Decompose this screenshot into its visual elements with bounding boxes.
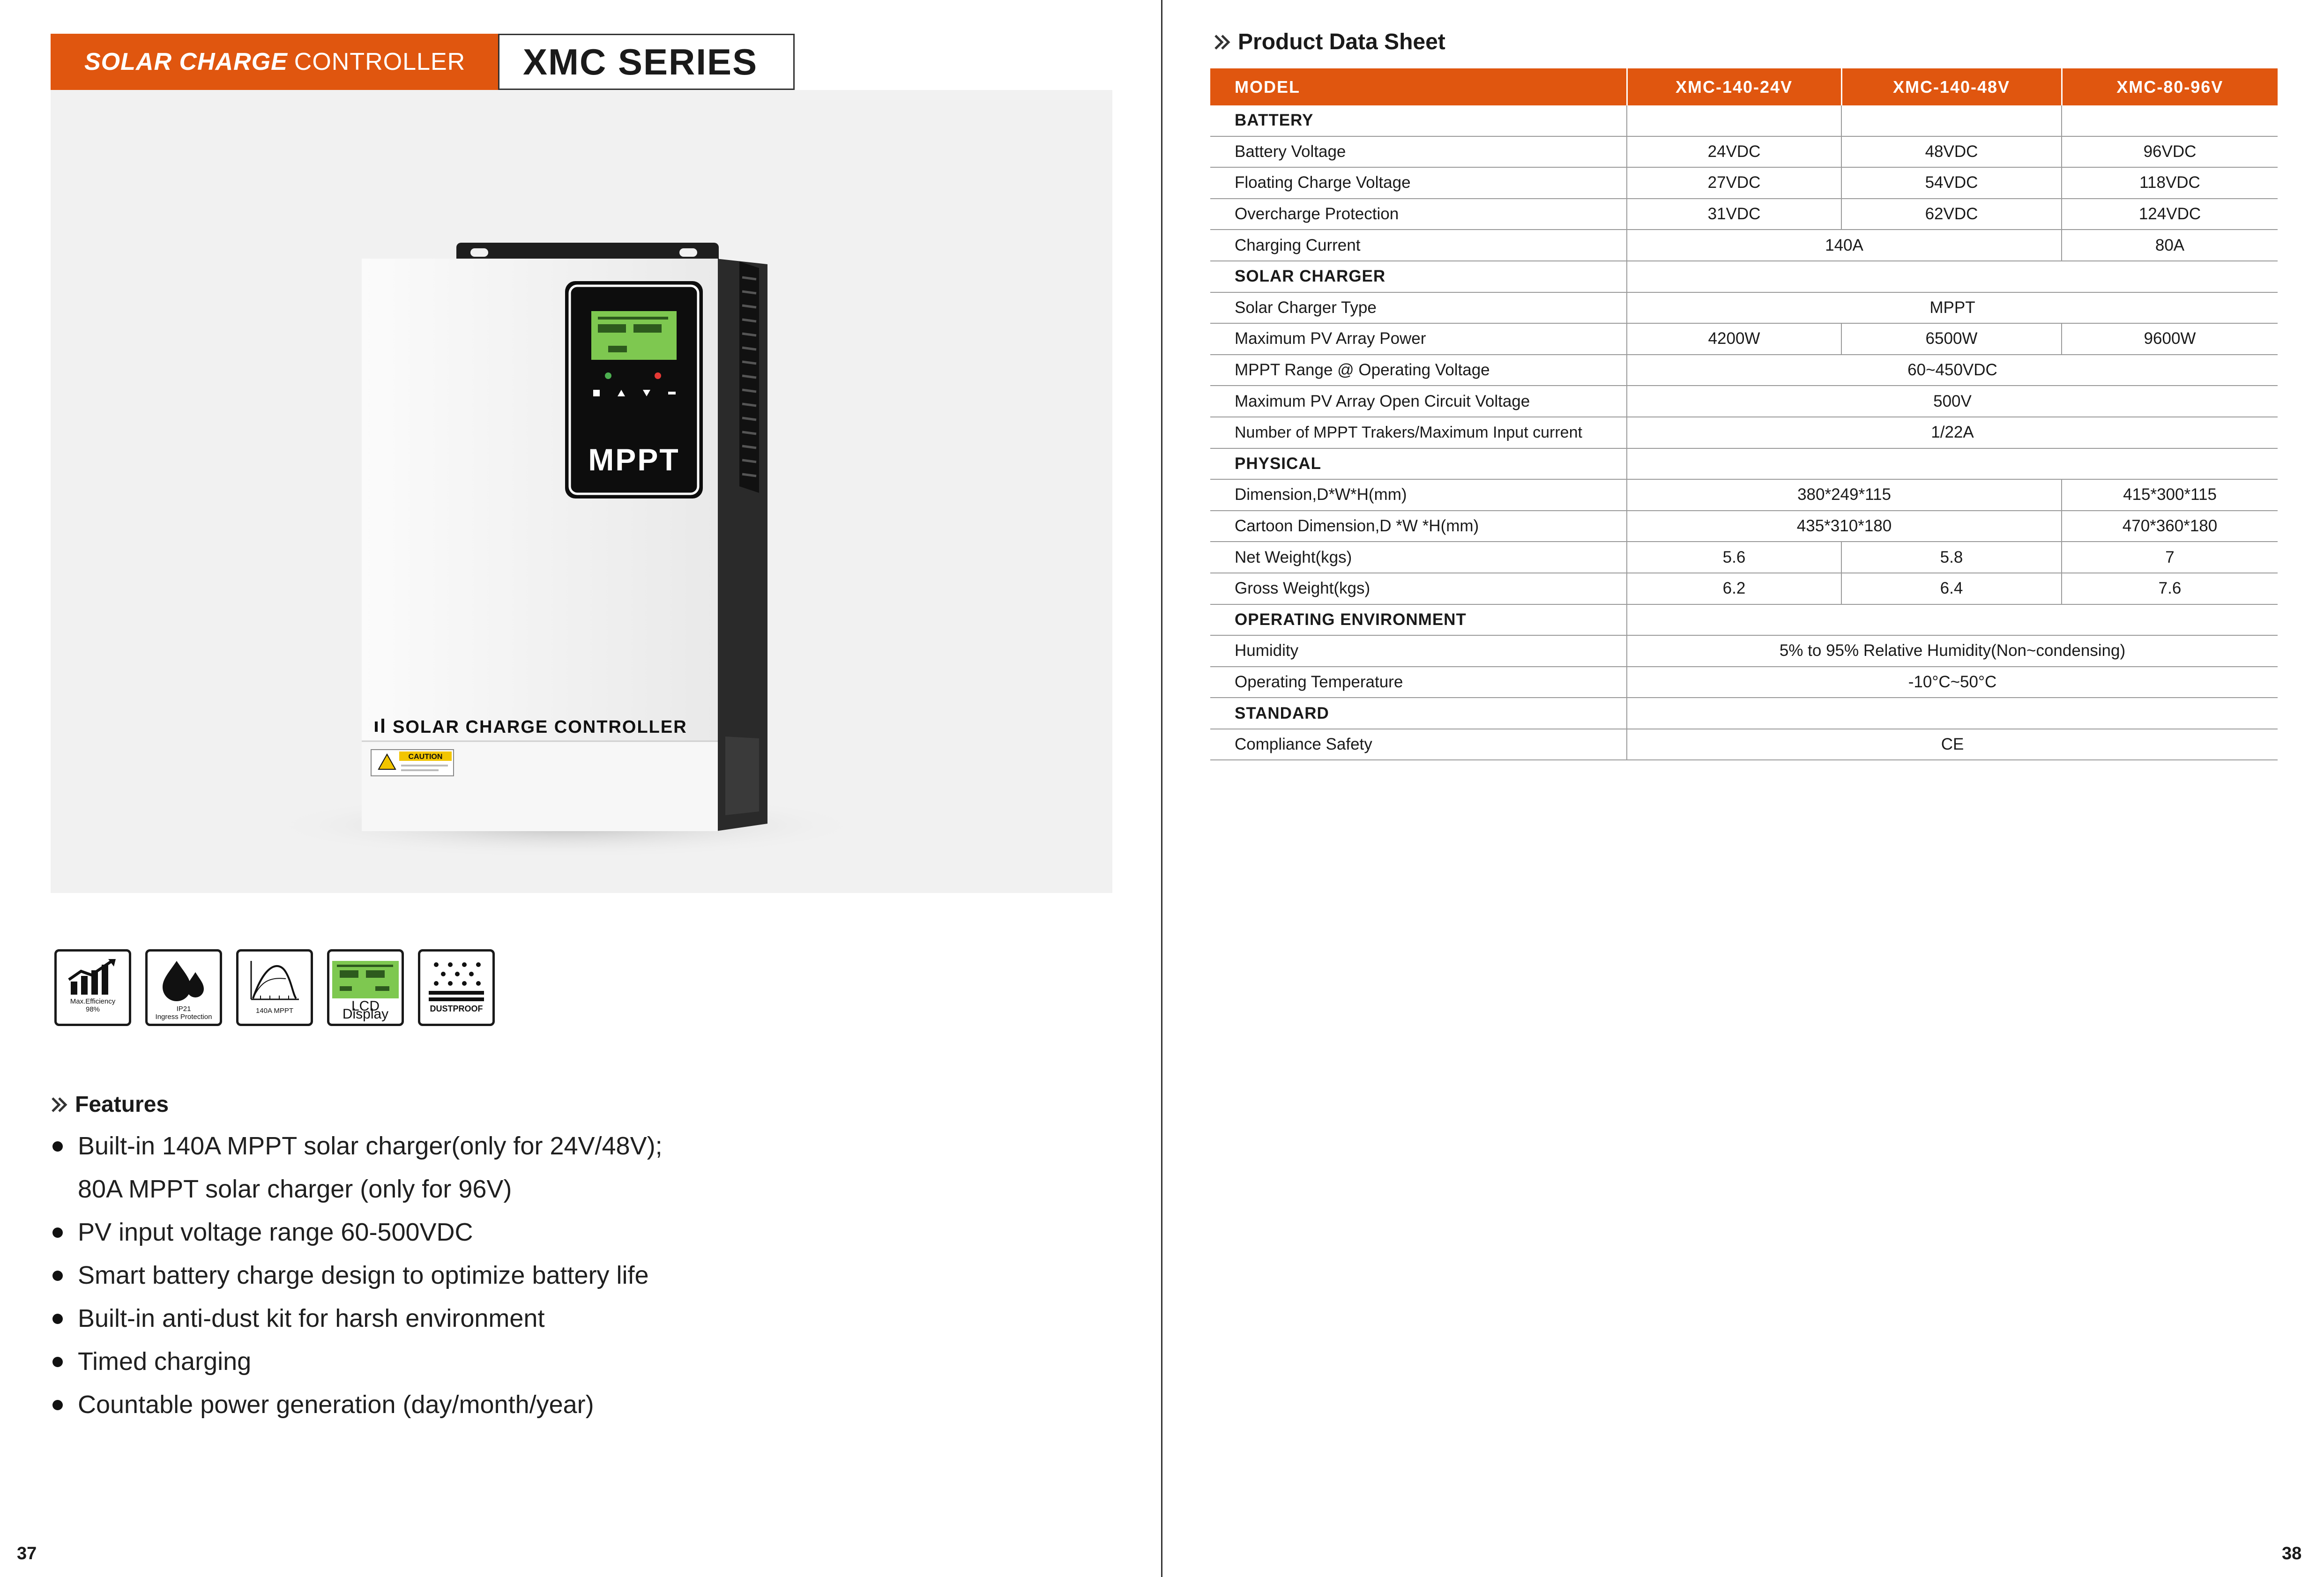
cell: 435*310*180 xyxy=(1627,511,2062,542)
row-label: Maximum PV Array Power xyxy=(1210,323,1627,355)
section-physical: PHYSICAL xyxy=(1210,448,1627,480)
feature-item: Built-in anti-dust kit for harsh environment xyxy=(51,1297,941,1340)
row-label: Humidity xyxy=(1210,635,1627,667)
datasheet-table xyxy=(1210,68,2278,760)
lcd-display-icon xyxy=(327,949,404,1026)
cell: 31VDC xyxy=(1627,199,1841,230)
ip21-caption-2: Ingress Protection xyxy=(155,1013,212,1021)
row-label: Charging Current xyxy=(1210,230,1627,261)
features-title: Features xyxy=(75,1092,169,1117)
table-row xyxy=(1210,542,2278,573)
series-title: XMC SERIES xyxy=(498,34,795,90)
cell: 118VDC xyxy=(2062,167,2278,199)
feature-item: Countable power generation (day/month/year) xyxy=(51,1383,941,1426)
section-battery: BATTERY xyxy=(1210,105,1627,136)
row-label: Maximum PV Array Open Circuit Voltage xyxy=(1210,386,1627,417)
section-row xyxy=(1210,448,2278,480)
double-chevron-icon xyxy=(51,1095,75,1114)
cell: 6500W xyxy=(1841,323,2062,355)
table-row xyxy=(1210,417,2278,448)
table-row xyxy=(1210,199,2278,230)
row-label: Operating Temperature xyxy=(1210,667,1627,698)
row-label: Cartoon Dimension,D *W *H(mm) xyxy=(1210,511,1627,542)
table-row xyxy=(1210,573,2278,604)
cell: 62VDC xyxy=(1841,199,2062,230)
title-regular: CONTROLLER xyxy=(294,48,466,75)
table-row xyxy=(1210,136,2278,168)
device-front-label: SOLAR CHARGE CONTROLLER xyxy=(393,717,687,737)
mppt-caption: 140A MPPT xyxy=(255,1007,294,1015)
table-header-row xyxy=(1210,68,2278,105)
feature-item-continued: 80A MPPT solar charger (only for 96V) xyxy=(78,1175,512,1203)
table-row xyxy=(1210,729,2278,760)
page-divider xyxy=(1161,0,1162,1577)
table-row xyxy=(1210,292,2278,324)
product-photo xyxy=(51,90,1112,893)
section-row xyxy=(1210,261,2278,292)
section-operating-environment: OPERATING ENVIRONMENT xyxy=(1210,604,1627,636)
cell: 7 xyxy=(2062,542,2278,573)
cell: 6.4 xyxy=(1841,573,2062,604)
cell: 80A xyxy=(2062,230,2278,261)
cell: -10°C~50°C xyxy=(1627,667,2278,698)
table-row xyxy=(1210,667,2278,698)
cell: 4200W xyxy=(1627,323,1841,355)
cell: 24VDC xyxy=(1627,136,1841,168)
cell: 96VDC xyxy=(2062,136,2278,168)
cell: 124VDC xyxy=(2062,199,2278,230)
page-number-left: 37 xyxy=(17,1544,37,1563)
efficiency-caption-1: Max.Efficiency xyxy=(70,997,116,1005)
table-row xyxy=(1210,355,2278,386)
lcd-caption: LCD Display xyxy=(342,998,389,1022)
row-label: Battery Voltage xyxy=(1210,136,1627,168)
cell: 5% to 95% Relative Humidity(Non~condensing) xyxy=(1627,635,2278,667)
section-standard: STANDARD xyxy=(1210,698,1627,729)
row-label: Overcharge Protection xyxy=(1210,199,1627,230)
row-label: Floating Charge Voltage xyxy=(1210,167,1627,199)
section-row xyxy=(1210,604,2278,636)
feature-item: Timed charging xyxy=(51,1340,941,1383)
cell: 470*360*180 xyxy=(2062,511,2278,542)
cell: 380*249*115 xyxy=(1627,479,2062,511)
dustproof-caption: DUSTPROOF xyxy=(430,1004,483,1013)
row-label: Number of MPPT Trakers/Maximum Input current xyxy=(1210,417,1627,448)
page-number-right: 38 xyxy=(2282,1544,2302,1563)
brochure-title-bar xyxy=(51,34,498,90)
cell: 9600W xyxy=(2062,323,2278,355)
cell: 27VDC xyxy=(1627,167,1841,199)
table-row xyxy=(1210,511,2278,542)
title-italic: SOLAR CHARGE xyxy=(84,48,288,75)
table-row xyxy=(1210,230,2278,261)
feature-item: PV input voltage range 60-500VDC xyxy=(51,1211,941,1254)
row-label: Solar Charger Type xyxy=(1210,292,1627,324)
cell: 7.6 xyxy=(2062,573,2278,604)
table-row xyxy=(1210,323,2278,355)
row-label: Gross Weight(kgs) xyxy=(1210,573,1627,604)
cell: 1/22A xyxy=(1627,417,2278,448)
feature-item: Smart battery charge design to optimize battery life xyxy=(51,1254,941,1297)
row-label: Dimension,D*W*H(mm) xyxy=(1210,479,1627,511)
datasheet-heading xyxy=(1214,29,1445,55)
cell: 500V xyxy=(1627,386,2278,417)
dustproof-icon xyxy=(418,949,495,1026)
efficiency-icon xyxy=(54,949,131,1026)
features-list xyxy=(51,1124,941,1426)
table-row xyxy=(1210,167,2278,199)
row-label: Net Weight(kgs) xyxy=(1210,542,1627,573)
cell: 5.8 xyxy=(1841,542,2062,573)
section-row xyxy=(1210,698,2278,729)
features-heading xyxy=(51,1092,169,1117)
ip21-drop-icon xyxy=(145,949,222,1026)
caution-label: CAUTION xyxy=(408,753,443,761)
cell: 6.2 xyxy=(1627,573,1841,604)
cell: MPPT xyxy=(1627,292,2278,324)
feature-item: Built-in 140A MPPT solar charger(only for 24V/48V); xyxy=(51,1124,941,1168)
table-row xyxy=(1210,386,2278,417)
table-row xyxy=(1210,479,2278,511)
cell: 54VDC xyxy=(1841,167,2062,199)
section-solar-charger: SOLAR CHARGER xyxy=(1210,261,1627,292)
double-chevron-icon xyxy=(1214,33,1238,52)
datasheet-title: Product Data Sheet xyxy=(1238,30,1445,54)
cell: 415*300*115 xyxy=(2062,479,2278,511)
mppt-curve-icon xyxy=(236,949,313,1026)
efficiency-caption-2: 98% xyxy=(85,1005,100,1013)
header-model-2: XMC-140-48V xyxy=(1841,68,2062,105)
header-model-3: XMC-80-96V xyxy=(2062,68,2278,105)
ip21-caption-1: IP21 xyxy=(176,1005,191,1013)
cell: 140A xyxy=(1627,230,2062,261)
device-mppt-label: MPPT xyxy=(588,442,680,477)
cell: CE xyxy=(1627,729,2278,760)
header-model: MODEL xyxy=(1210,68,1627,105)
row-label: Compliance Safety xyxy=(1210,729,1627,760)
cell: 5.6 xyxy=(1627,542,1841,573)
header-model-1: XMC-140-24V xyxy=(1627,68,1841,105)
cell: 48VDC xyxy=(1841,136,2062,168)
cell: 60~450VDC xyxy=(1627,355,2278,386)
row-label: MPPT Range @ Operating Voltage xyxy=(1210,355,1627,386)
section-row xyxy=(1210,105,2278,136)
table-row xyxy=(1210,635,2278,667)
